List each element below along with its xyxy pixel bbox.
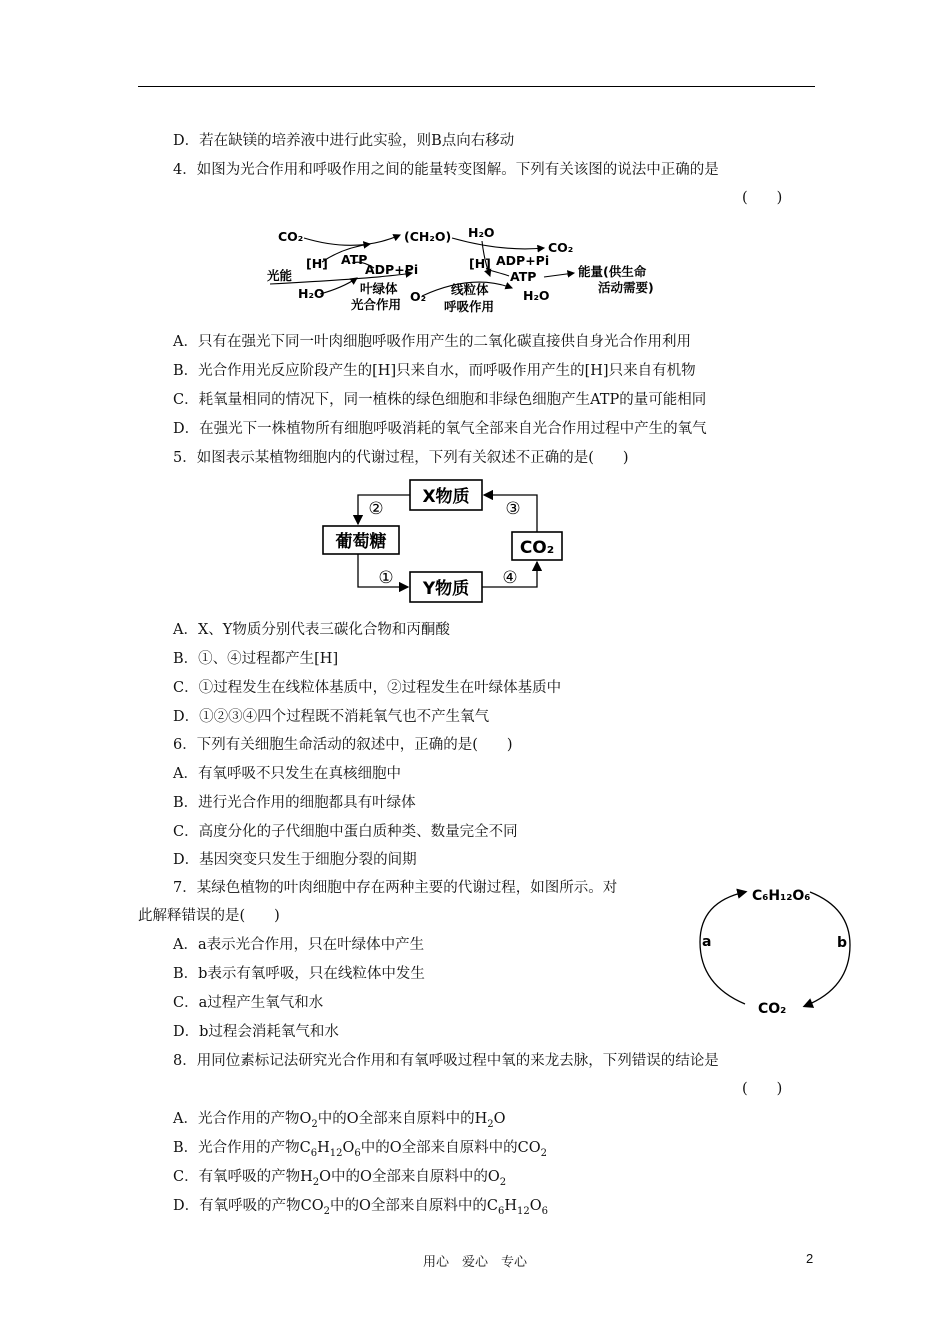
fig4-atp-left: ATP [341, 252, 368, 267]
q4-option-c: C．耗氧量相同的情况下，同一植株的绿色细胞和非绿色细胞产生ATP的量可能相同 [173, 392, 707, 408]
q8-option-c: C．有氧呼吸的产物$H_2O$中的O全部来自原料中的$O_2$ [173, 1169, 507, 1188]
q6-option-b: B．进行光合作用的细胞都具有叶绿体 [173, 795, 416, 811]
q7-option-a: A．a表示光合作用，只在叶绿体中产生 [173, 937, 425, 953]
fig4-h-left: [H] [306, 256, 328, 271]
fig4-adp-left: ADP+Pi [365, 262, 419, 277]
fig4-energy-2: 活动需要) [598, 280, 654, 295]
q4-option-a: A．只有在强光下同一叶肉细胞呼吸作用产生的二氧化碳直接供自身光合作用利用 [173, 334, 691, 350]
fig7-label-a: a [702, 934, 712, 950]
q5-option-c: C．①过程发生在线粒体基质中，②过程发生在叶绿体基质中 [173, 680, 562, 696]
fig4-photosynthesis: 光合作用 [351, 297, 402, 312]
page-footer: 用心 爱心 专心 [422, 1255, 527, 1270]
fig4-adp-right: ADP+Pi [496, 253, 550, 268]
fig4-energy-1: 能量(供生命 [578, 264, 647, 279]
fig4-chloroplast: 叶绿体 [360, 281, 398, 296]
fig4-h-right: [H] [469, 256, 491, 271]
q4-answer-paren: ( ) [742, 190, 783, 206]
q6-option-d: D．基因突变只发生于细胞分裂的间期 [173, 852, 417, 868]
fig4-h2o-right: H₂O [523, 288, 550, 303]
fig4-mito: 线粒体 [451, 282, 489, 297]
fig5-step-2: ② [368, 499, 384, 519]
q4-stem: 4．如图为光合作用和呼吸作用之间的能量转变图解。下列有关该图的说法中正确的是 [173, 162, 719, 178]
fig4-respiration: 呼吸作用 [444, 299, 495, 314]
fig4-h2o-left: H₂O [298, 286, 325, 301]
q7-cycle-diagram [690, 880, 860, 1026]
q8-option-b: B．光合作用的产物$C_6H_{12}O_6$中的O全部来自原料中的$CO_2$ [173, 1140, 548, 1159]
fig5-x: X物质 [422, 487, 470, 507]
q5-option-a: A．X、Y物质分别代表三碳化合物和丙酮酸 [173, 622, 450, 638]
fig4-co2-right: CO₂ [548, 240, 574, 255]
q4-option-d: D．在强光下一株植物所有细胞呼吸消耗的氧气全部来自光合作用过程中产生的氧气 [173, 421, 707, 437]
q5-option-d: D．①②③④四个过程既不消耗氧气也不产生氧气 [173, 709, 490, 725]
fig7-glucose: C₆H₁₂O₆ [752, 888, 811, 904]
fig4-atp-right: ATP [510, 269, 537, 284]
q4-option-b: B．光合作用光反应阶段产生的[H]只来自水，而呼吸作用产生的[H]只来自有机物 [173, 363, 696, 379]
header-rule [138, 86, 815, 87]
q5-stem: 5．如图表示某植物细胞内的代谢过程，下列有关叙述不正确的是( ) [173, 450, 629, 466]
page-number: 2 [806, 1251, 814, 1266]
q8-option-a: A．光合作用的产物$O_2$中的O全部来自原料中的$H_2O$ [173, 1111, 506, 1130]
q4-energy-diagram [262, 218, 682, 322]
fig5-co2: CO₂ [519, 538, 555, 558]
q6-option-c: C．高度分化的子代细胞中蛋白质种类、数量完全不同 [173, 824, 518, 840]
fig4-co2-left: CO₂ [278, 229, 304, 244]
q8-answer-paren: ( ) [742, 1081, 783, 1097]
q7-option-b: B．b表示有氧呼吸，只在线粒体中发生 [173, 966, 425, 982]
q8-option-d: D．有氧呼吸的产物$CO_2$中的O全部来自原料中的$C_6H_{12}O_6$ [173, 1198, 548, 1217]
fig4-light: 光能 [267, 268, 293, 283]
q7-stem-line-2: 此解释错误的是( ) [138, 908, 280, 924]
fig7-label-b: b [837, 935, 848, 951]
fig5-step-4: ④ [502, 568, 518, 588]
q7-option-d: D．b过程会消耗氧气和水 [173, 1024, 339, 1040]
q5-cycle-diagram [318, 474, 568, 608]
q7-stem-line-1: 7．某绿色植物的叶肉细胞中存在两种主要的代谢过程，如图所示。对 [173, 880, 618, 896]
fig5-glucose: 葡萄糖 [335, 532, 387, 552]
fig5-step-1: ① [378, 568, 394, 588]
fig5-step-3: ③ [505, 499, 521, 519]
q7-option-c: C．a过程产生氧气和水 [173, 995, 324, 1011]
q5-option-b: B．①、④过程都产生[H] [173, 651, 339, 667]
q6-option-a: A．有氧呼吸不只发生在真核细胞中 [173, 766, 401, 782]
q3-option-d: D．若在缺镁的培养液中进行此实验，则B点向右移动 [173, 133, 515, 149]
fig4-o2: O₂ [410, 289, 427, 304]
fig4-h2o-top: H₂O [468, 225, 495, 240]
fig5-y: Y物质 [422, 579, 470, 599]
fig4-ch2o: (CH₂O) [404, 229, 452, 244]
q8-stem: 8．用同位素标记法研究光合作用和有氧呼吸过程中氧的来龙去脉，下列错误的结论是 [173, 1053, 719, 1069]
fig7-co2: CO₂ [758, 1001, 787, 1017]
q6-stem: 6．下列有关细胞生命活动的叙述中，正确的是( ) [173, 737, 513, 753]
